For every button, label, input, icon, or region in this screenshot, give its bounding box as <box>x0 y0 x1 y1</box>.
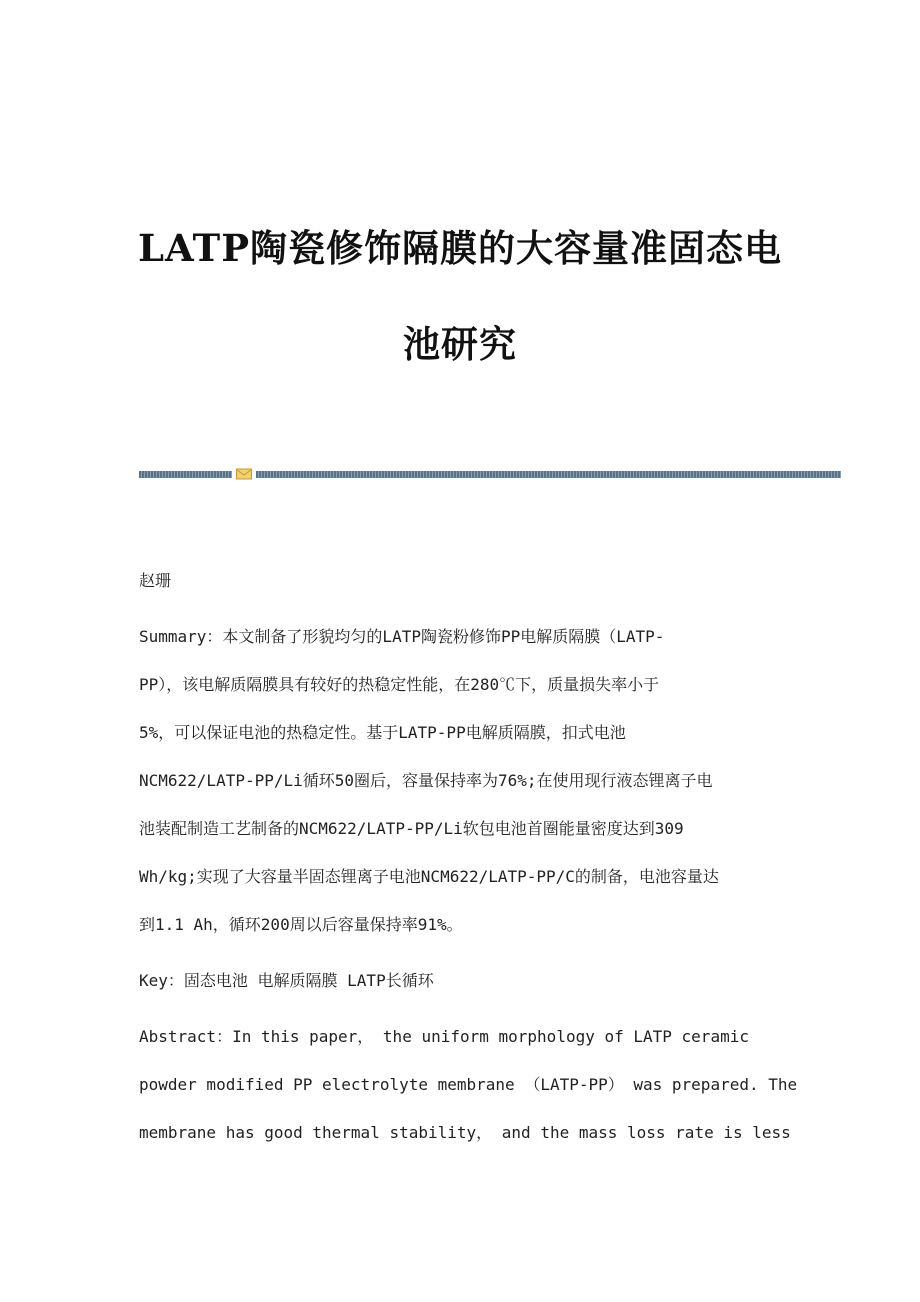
summary-line: NCM622/LATP-PP/Li循环50圈后，容量保持率为76%;在使用现行液态锂离子电 <box>139 771 713 790</box>
summary-line: Wh/kg;实现了大容量半固态锂离子电池NCM622/LATP-PP/C的制备，电池容量达 <box>139 867 719 886</box>
author-name: 赵珊 <box>139 571 172 590</box>
keywords-line: Key：固态电池 电解质隔膜 LATP长循环 <box>139 971 434 990</box>
abstract-line: Abstract：In this paper， the uniform morphology of LATP ceramic <box>139 1027 749 1046</box>
summary-line: Summary：本文制备了形貌均匀的LATP陶瓷粉修饰PP电解质隔膜（LATP- <box>139 627 665 646</box>
document-title-line-2: 池研究 <box>403 322 517 366</box>
document-title-line-1: LATP陶瓷修饰隔膜的大容量准固态电 <box>137 226 783 270</box>
abstract-line: powder modified PP electrolyte membrane （LATP-PP） was prepared. The <box>139 1075 798 1094</box>
divider-bar-left <box>139 471 232 478</box>
summary-line: 池装配制造工艺制备的NCM622/LATP-PP/Li软包电池首圈能量密度达到309 <box>139 819 684 838</box>
summary-line: PP），该电解质隔膜具有较好的热稳定性能，在280℃下，质量损失率小于 <box>139 675 660 694</box>
summary-line: 到1.1 Ah，循环200周以后容量保持率91%。 <box>139 915 463 934</box>
divider-bar-right <box>256 471 841 478</box>
summary-line: 5%，可以保证电池的热稳定性。基于LATP-PP电解质隔膜，扣式电池 <box>139 723 626 742</box>
envelope-ornament-icon <box>236 468 252 480</box>
title-divider <box>139 468 841 480</box>
abstract-line: membrane has good thermal stability， and the mass loss rate is less <box>139 1123 791 1142</box>
